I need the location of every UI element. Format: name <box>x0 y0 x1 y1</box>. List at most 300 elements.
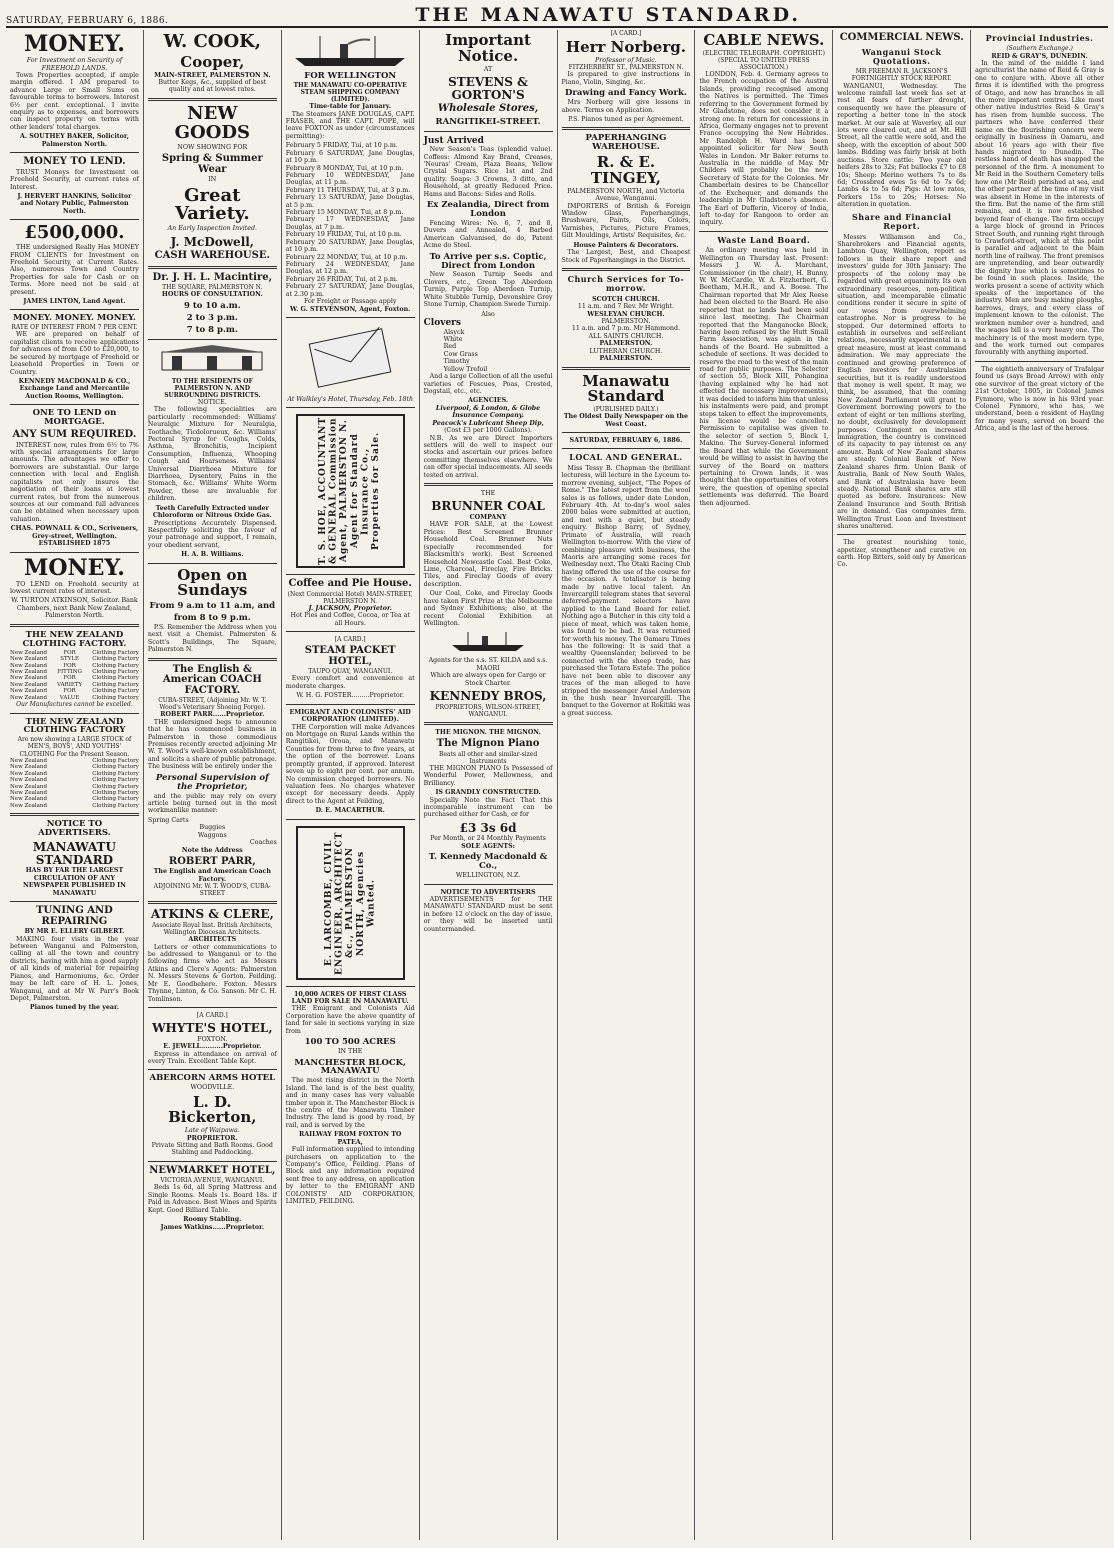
abercorn-body: Private Sitting and Bath Rooms. Good Stabling and Paddocking. <box>151 1142 273 1157</box>
share-body: Messrs Williamson and Co., Sharebrokers and Financial agents, Lambton Quay, Wellington, report as follows in their share report and investors' guide for 30th January: The prospects of the colony may be regarded with great equanimity. Its own extraordinary resources, non-political situation, and incomparable climatic conditions render it secure in spite of our woes from overwhelming catastrophe. Nor is progress to be stopped. Our determined efforts to establish in ourselves and self-reliant relations, necessarily experimental in a great measure, must at least command admiration. We may appreciate the continued and growing preference of English investors for Australasian securities, but it is readily understood that money is well spent. It may, we think, be assumed, that the coming New Zealand Parliament will grant to Government borrowing powers to the extent of eight or ten millions sterling, no doubt, exclusively for development purposes. Contingent on increased immigration, the country is convinced of its capacity to pay interest on any amount. Bank of New Zealand shares are steady. Colonial Bank of New Zealand shares firm. Union Bank of Australia, Bank of New South Wales, and Bank of Australasia have been steady. National Bank shares are still quoted as before. Insurances: New Zealand Insurance and South British are in demand. Gas companies firm. Wellington Trust Loan and Investment shares unaltered. <box>837 233 967 531</box>
coffee-heading: Coffee and Pie House. <box>288 578 412 590</box>
church-entry: PALMERSTON. <box>599 355 653 363</box>
clothing-row-left: New Zealand <box>10 669 47 675</box>
coach-item-2: Buggies <box>199 824 226 832</box>
divider <box>148 339 277 340</box>
doctor-time-1: 9 to 10 a.m. <box>183 300 241 311</box>
coal-the: THE <box>480 490 496 498</box>
schedule-entry: February 27 SATURDAY, Jane Douglas, at 2.30 p.m. <box>285 283 415 298</box>
clothing2-row-left: New Zealand <box>10 770 47 777</box>
column-6 <box>695 30 833 1540</box>
divider <box>286 704 415 705</box>
cook-sub: Cooper, <box>180 52 245 71</box>
tingey-address: PALMERSTON NORTH, and Victoria Avenue, Wanganui. <box>567 187 685 203</box>
dip-line: Peacock's Lubricant Sheep Dip, <box>432 419 544 427</box>
sundays-time-2: from 8 to 9 p.m. <box>173 613 251 624</box>
schedule-entry: February 10 WEDNESDAY, Jane Douglas, at 11 p.m. <box>285 171 415 187</box>
divider <box>424 131 553 132</box>
clover-more: And a large Collection of all the useful varieties of Fescues, Poas, Crested, Dogstail, etc., etc. <box>423 373 553 395</box>
divider <box>10 309 139 310</box>
church-entry: 11 a.m. and 7 p.m. Mr Hammond. <box>571 325 680 333</box>
quotations-heading: Wanganui Stock Quotations. <box>861 46 942 66</box>
coach-item-3: Waggons <box>197 831 227 839</box>
advertisers-heading: NOTICE TO ADVERTISERS <box>440 888 536 896</box>
money2-heading: MONEY. <box>23 554 125 581</box>
cable-heading: CABLE NEWS. <box>703 31 825 49</box>
clothing-row-left: New Zealand <box>10 688 47 695</box>
masthead-title: THE MANAWATU STANDARD. <box>415 4 802 26</box>
clothing-row-left: New Zealand <box>10 675 47 682</box>
coach-sign: ROBERT PARR, <box>168 855 256 867</box>
clothing-row-right: Clothing Factory <box>92 669 139 675</box>
atkins-heading: ATKINS & CLERE, <box>150 907 274 922</box>
coach-address: CUBA-STREET, (Adjoining Mr. W. T. Wood's Veterinary Shoeing Forge). <box>158 697 267 712</box>
clothing-list <box>10 650 139 702</box>
schedule-entry: February 22 MONDAY, Tui, at 10 p.m. <box>285 253 408 261</box>
schedule-entry: February 17 WEDNESDAY, Jane Douglas, at 7 p.m. <box>285 216 415 231</box>
envelope-icon <box>305 322 395 392</box>
money-sign: A. SOUTHEY BAKER, Solicitor, Palmerston North. <box>19 133 129 148</box>
herr-body: Is prepared to give instructions in Piano, Violin, Singing, &c. <box>561 71 691 86</box>
sundays-time-1: From 9 a.m to 11 a.m, and <box>149 601 276 612</box>
herr-address: FITZHERBERT ST., PALMERSTON N. <box>568 64 684 72</box>
ship-timetable: Time-table for January. <box>309 103 391 111</box>
newmarket-address: VICTORIA AVENUE, WANGANUI. <box>160 1177 265 1185</box>
lend-sign: J. HERVERT HANKINS, Solicitor and Notary Public, Palmerston North. <box>17 192 132 215</box>
steam-heading: STEAM PACKET HOTEL, <box>304 645 396 667</box>
clothing-row-right: Clothing Factory <box>92 649 139 656</box>
clothing-row-mid: FOR <box>63 675 76 682</box>
quotations-sub: MR FREEMAN R. JACKSON'S FORTNIGHTLY STOCK REPORT. <box>851 68 952 83</box>
clothing2-sub: Are now showing a LARGE STOCK of MEN'S, BOYS', AND YOUTHS' CLOTHING For the Present Season. <box>17 736 132 758</box>
important-street: RANGITIKEI-STREET. <box>435 116 541 127</box>
clothing2-row-left: New Zealand <box>10 777 47 784</box>
atkins-body: Letters or other communications to be addressed to Wanganui or to the following firms who act as Messrs Atkins and Clere's Agents: Palmerston N. Messrs Stevens & Gorton. Feilding. Mr E. Goodbehere. Foxton. Messrs Thynne, Linton, & Co. Sanson. Mr C. H. Tomlinson. <box>147 943 277 1003</box>
mignon-agents: SOLE AGENTS: <box>461 842 515 850</box>
acres-body-2: The most rising district in the North Island. The land is of the best quality, and in many cases has very valuable timber upon it. The Manchester Block is the centre of the Manawatu Timber Industry. The land is good by road, by rail, and is served by the <box>285 1077 415 1129</box>
divider <box>286 317 415 318</box>
church-entry: PALMERSTON. <box>599 340 653 348</box>
steamer-engraving <box>286 34 415 68</box>
divider <box>148 563 277 564</box>
cook-address: MAIN-STREET, PALMERSTON N. <box>154 71 271 79</box>
divider <box>148 1007 277 1008</box>
divider <box>148 658 277 661</box>
coptic-heading: To Arrive per s.s. Coptic, Direct from London <box>429 251 547 271</box>
whyte-place: FOXTON. <box>197 1035 228 1043</box>
goods-in: IN <box>208 176 217 184</box>
notice-body: HAS BY FAR THE LARGEST CIRCULATION OF ANY NEWSPAPER PUBLISHED IN MANAWATU <box>23 867 126 897</box>
larcombe-card-text: E. LARCOMBE, CIVIL ENGINEER, ARCHITECT &c., PALMERSTON NORTH, Agencies Wanted. <box>323 830 377 975</box>
tingey-heading: R. & E. TINGEY, <box>590 153 661 187</box>
acres-range: 100 TO 500 ACRES <box>304 1037 396 1048</box>
newmarket-body: Beds 1s 6d, all Spring Mattress and Single Rooms. Meals 1s. Board 18s. if Paid in Advance. Best Wines and Spirits Kept. Good Billiard Table. <box>147 1184 277 1214</box>
any-sum-sign: CHAS. POWNALL & CO., Scriveners, Grey-street, Wellington. ESTABLISHED 1875 <box>10 525 139 548</box>
house-painters: House Painters & Decorators. <box>573 241 679 249</box>
schedule-entry: February 11 THURSDAY, Tui, at 3 p.m. <box>285 186 411 194</box>
clothing-row-mid: FOR <box>63 649 76 656</box>
any-sum-heading: ANY SUM REQUIRED. <box>12 429 137 441</box>
clothing-row-right: Clothing Factory <box>92 662 139 669</box>
divider <box>699 231 828 232</box>
abercorn-owner: L. D. Bickerton, <box>168 1092 257 1127</box>
coach-item-4: Coaches <box>249 839 277 847</box>
divider <box>286 407 415 408</box>
acres-body: THE Emigrant and Colonists Aid Corporation have the above quantity of land for sale in sections varying in size from <box>285 1005 415 1035</box>
goods-invite: An Early Inspection Invited. <box>167 225 258 233</box>
schedule-entry: February 20 SATURDAY, Jane Douglas, at 10 p.m. <box>285 238 415 254</box>
divider <box>10 219 139 220</box>
zealandia-body: Fencing Wires: No. 6, 7, and 8, Duvers and Annealed, 4 Barbed American Galvanised, do do, Patent Acme do Steel. <box>423 219 553 250</box>
clover-item: Timothy <box>443 358 470 366</box>
newmarket-owner: James Watkins......Proprietor. <box>160 1223 265 1231</box>
column-8 <box>971 30 1108 1540</box>
goods-season: Spring & Summer Wear <box>161 153 263 175</box>
local-heading: LOCAL AND GENERAL. <box>569 452 683 463</box>
card-label: [A CARD.] <box>196 1012 228 1020</box>
divider <box>10 552 139 553</box>
lend-heading: MONEY TO LEND. <box>23 156 126 168</box>
whyte-owner: E. JEWELL..........Proprietor. <box>163 1043 262 1051</box>
clothing2-row-right: Clothing Factory <box>92 796 139 803</box>
clothing-row-left: New Zealand <box>10 681 47 688</box>
divider <box>148 1161 277 1162</box>
schedule-entry: February 8 MONDAY, Tui, at 10 p.m. <box>285 164 404 172</box>
goods-variety: Great Variety. <box>174 184 250 225</box>
money-body: Town Properties accepted, if ample margin offered. I AM prepared to advance Large or Small Sums on favourable terms to borrowers. Interest 6½ per cent. exceptional. I invite enquiry as to expenses, and borrowers can inspect property on terms with other lenders' total charges. <box>10 71 139 131</box>
church-entry: 11 a.m. and 7 Rev. Mr Wright. <box>577 303 675 311</box>
sundays-heading: Open on Sundays <box>177 565 248 600</box>
important-at: AT <box>483 65 493 73</box>
goods-show: NOW SHOWING FOR <box>177 143 248 151</box>
column-7 <box>833 30 971 1540</box>
hop-bitters-note: The greatest nourishing tonic, appetizer, strengthener and curative on earth. Hop Bitters, sold only by American Co. <box>837 539 967 568</box>
clothing2-row-right: Clothing Factory <box>92 783 139 790</box>
abercorn-prop: PROPRIETOR. <box>186 1134 238 1142</box>
ship-body: The Steamers JANE DOUGLAS, CAPT. FRASER, and THE CAPT. POPE, will leave FOXTON as under (circumstances permitting): <box>285 110 415 140</box>
clothing-row-right: Clothing Factory <box>92 688 139 695</box>
newmarket-heading: NEWMARKET HOTEL, <box>149 1164 276 1176</box>
sundays-body: P.S. Remember the Address when you next visit a Chemist. Palmerston & Scott's Buildings, The Square, Palmerston N. <box>147 624 277 654</box>
coal-body: HAVE FOR SALE, at the Lowest Prices: Best Screened Brunner Household Coal. Brunner Nuts (specially recommended for Blacksmith's work). Best Screened Household Newcastle Coal. Best Coke, Lime, Charcoal, Fireclay, Fire Bricks. Tiles, and Fireclay Goods of every description. <box>423 521 553 588</box>
church-entry: LUTHERAN CHURCH. <box>589 347 663 355</box>
divider <box>10 152 139 153</box>
clothing2-row-left: New Zealand <box>10 783 47 790</box>
clothing-row-mid: STYLE <box>60 656 79 663</box>
local-body: Miss Tessy B. Chapman the (brilliant lecturess, will lecture in the Lyceum to-morrow evening, subject, "The Popes of Rome." The latest report from the wool sales is as follows, under date London, February 4th. At to-day's wool sales 2000 bales were submitted at auction, and met with a quiet, but steady enquiry. Bishop Barry, of Sydney, Primate of Australia, will reach Wellington to-morrow. With the view of combining pleasure with business, the Maoris are arranging some races for Wednesday next. The Otaki Racing Club having offered the use of the course for the occasion. A totalisator is being made by native local talent. An Invercargill telegram states that several deferred-payment selectors have applied to the Land Board for relief. Nothing ago a Butcher in this city told a piece of meat, which was taken home, was found to be bad. It was returned for worth his money. The Oamaru Times has the following: It is said that a wealthy Queenslander, believed to be connected with the sheep trade, has purchased the Totara Estate. The police have not been able to discover any traces of the man alleged to have stripped the messenger Ansel Anderson in the bush near Invercargill. The banquet to the Governor at Rokitiki was a great success. <box>561 464 691 717</box>
whyte-body: Express in attendance on arrival of every Train. Excellent Table Kept. <box>147 1050 277 1065</box>
atkins-sub: Associate Royal Inst. British Architects, Wellington Diocesan Architects. <box>151 922 273 937</box>
column-2 <box>144 30 282 1540</box>
abercorn-place: WOODVILLE. <box>190 1084 235 1092</box>
coptic-body: New Season Turnip Seeds and Clovers, etc., Green Top Aberdeen Turnip, Purple Top Aberdeen Turnip, White Stubble Turnip, Devonshire Grey Stone Turnip, Champion Swede Turnip. <box>423 271 553 309</box>
clothing-row-mid: FOR <box>63 662 76 669</box>
important-firm: STEVENS & GORTON'S <box>448 74 528 102</box>
tuning-by: BY MR E. ELLERY GILBERT. <box>24 928 125 936</box>
mignon-sub: Beats all other and similar-sized Instruments <box>438 750 538 765</box>
clothing-heading: THE NEW ZEALAND CLOTHING FACTORY. <box>22 629 127 649</box>
paper-heading: PAPERHANGING WAREHOUSE. <box>585 133 667 153</box>
coffee-body: Hot Pies and Coffee, Cocoa, or Tea at all Hours. <box>290 612 410 627</box>
important-heading: Important Notice. <box>445 31 531 65</box>
coffee-owner: J. JACKSON, Proprietor. <box>308 605 392 613</box>
church-list <box>562 296 691 363</box>
steam-address: TAUPO QUAY, WANGANUI. <box>308 668 393 676</box>
mortgage-heading: ONE TO LEND on MORTGAGE. <box>32 408 117 428</box>
mignon-city: WELLINGTON, N.Z. <box>455 872 521 880</box>
mmm-sub: RATE OF INTEREST FROM 7 PER CENT. <box>11 324 138 332</box>
clothing-row-left: New Zealand <box>10 662 47 669</box>
coach-body-2: and the public may rely on every article being turned out in the most workmanlike manner: <box>147 792 277 815</box>
divider <box>148 98 277 101</box>
kennedy-heading: KENNEDY BROS, <box>429 689 547 704</box>
coach-heading: The English & American COACH FACTORY. <box>162 663 262 696</box>
emigrant-body: THE Corporation will make Advances on Mortgage on Rural Lands within the Rangitikei, Oroua, and Manawatu Counties for from three to five years, at the option of the borrower. Loans promptly granted, if approved. Interest seven up to eight per cent. per annum. No commission charged borrowers. No valuation fees. No charges whatever except for necessary deeds. Apply direct to the Agent at Feilding, <box>285 723 415 805</box>
clothing2-row-right: Clothing Factory <box>92 770 139 777</box>
commercial-heading: COMMERCIAL NEWS. <box>839 32 964 43</box>
clothing2-row-left: New Zealand <box>10 757 47 764</box>
dip-cost: (Cost £3 per 1000 Gallons). <box>444 427 533 435</box>
ship-schedule <box>286 142 415 298</box>
hoe-card <box>296 414 405 568</box>
money-heading: MONEY. <box>23 31 125 57</box>
schedule-entry: February 19 FRIDAY, Tui, at 10 p.m. <box>285 231 402 239</box>
clothing2-row-right: Clothing Factory <box>92 757 139 764</box>
reid-body: In the mind of the middle I land agriculturist the name of Reid & Gray is one to conjure with. Above all other firms it is identified with the progress of Otago, and now has branches in all the more important centres. Like most other native industries Reid & Gray's has risen from humble success. The partners who have conferred their name on the flourishing concern were originally in business in Oamaru, and about 16 years ago with their five hands migrated to Dunedin. The restless hand of death has snapped the personnel of the firm. A monument to Mr Reid in the Southern Cemetery tells how one (Mr Reid) perished at sea, and the other partner at the time of my visit was absent in Home in the interests of the firm. But the name of the firm still remains, and it is now established beyond fear of change. The firm occupy a large block of ground in Princes Street South, and running right through to Crawford-street, which at this point is parallel and adjacent to the Main north line of railway. The front premises are unpretending, and bear outwardly the dignity hue which is sometimes to be found in such places. Inside, the works present a scene of activity which speaks of the importance of the industry. Men are busy making ploughs, harrows, drays, and every class of implement known to the colonist. The workmen number over a hundred, and the wages bill is a very heavy one. The machinery is of the most modern type, and the work turned out compares favourably with anything imported. <box>975 59 1105 357</box>
acres-body-3: Full information supplied to intending purchasers on application to the Company's Office, Feilding. Plans of Block and any information required sent free to any address, on application by letter to the EMIGRANT AND COLONISTS' AID CORPORATION, LIMITED, FEILDING. <box>285 1146 415 1206</box>
divider <box>10 713 139 714</box>
provincial-sub: (Southern Exchange.) <box>1006 45 1073 53</box>
church-entry: SCOTCH CHURCH. <box>592 295 660 303</box>
pharmacy-illustration-icon <box>157 344 267 374</box>
clothing-note: Our Manufactures cannot be excelled. <box>16 701 133 709</box>
clothing-row-right: Clothing Factory <box>92 675 139 682</box>
column-5 <box>558 30 696 1540</box>
share-heading: Share and Financial Report. <box>851 211 952 232</box>
hoe-card-text: T. S. HOE, ACCOUNTANT & GENERAL Commission Agent, PALMERSTON N. Agent for Standard Insurance Co., Properties for Sale. <box>318 417 382 566</box>
columns <box>6 30 1108 1540</box>
cable-sub: (ELECTRIC TELEGRAPH. COPYRIGHT.) (SPECIAL TO UNITED PRESS ASSOCIATION.) <box>702 49 825 71</box>
clover-item: Red <box>443 343 457 351</box>
abercorn-late: Late of Waipawa. <box>184 1127 240 1135</box>
coach-sign-2: The English and American Coach Factory. <box>153 868 271 883</box>
divider <box>10 624 139 627</box>
money2-body: TO LEND on Freehold security at lowest current rates of interest. <box>10 580 139 596</box>
nb-note: N.B. As we are Direct Importers settlers will do well to inspect our stocks and ascertain our prices before committing themselves elsewhere. We can offer special inducements. All seeds tested on arrival. <box>423 434 553 479</box>
coal-agents: Agents for the s.s. ST. KILDA and s.s. MAORI <box>428 657 548 672</box>
emigrant-heading: EMIGRANT AND COLONISTS' AID CORPORATION (LIMITED). <box>289 708 411 724</box>
chemist-sign: H. A. B. Williams. <box>181 551 244 559</box>
zealandia-heading: Ex Zealandia, Direct from London <box>426 200 550 220</box>
schedule-entry: February 13 SATURDAY, Jane Douglas, at 5 p.m. <box>285 194 415 209</box>
divider <box>562 367 691 370</box>
doctor-hours: HOURS OF CONSULTATION. <box>161 291 263 299</box>
herr-sub: Professor of Music. <box>595 56 657 64</box>
clients-sign: JAMES LINTON, Land Agent. <box>23 298 126 306</box>
divider <box>286 631 415 632</box>
coal-company: COMPANY <box>469 514 507 522</box>
insurance-line: Liverpool, & London, & Globe Insurance Company. <box>435 404 541 420</box>
mignon-piano: The Mignon Piano <box>436 738 540 750</box>
mignon-terms: Per Month, or 24 Monthly Payments <box>430 835 546 843</box>
goods-owner: J. McDowell, <box>170 234 254 249</box>
doctor-time-3: 7 to 8 p.m. <box>186 324 238 335</box>
clover-item: Yellow Trefoil <box>443 365 488 373</box>
ship-icon <box>448 631 528 653</box>
important-stores: Wholesale Stores, <box>437 103 539 115</box>
teeth-line: Teeth Carefully Extracted under Chloroform or Nitrous Oxide Gas. <box>152 504 272 520</box>
steam-body: Every comfort and convenience at moderate charges. <box>285 675 415 690</box>
mignon-heading: THE MIGNON. THE MIGNON. <box>435 728 541 736</box>
goods-shop: CASH WAREHOUSE. <box>154 250 270 262</box>
steam-owner: W. H. G. FOSTER.........Proprietor. <box>296 692 404 700</box>
clothing2-row-right: Clothing Factory <box>92 802 139 809</box>
acres-block: MANCHESTER BLOCK, MANAWATU <box>294 1057 407 1077</box>
coach-sign-3: ADJOINING Mr. W. T. WOOD'S, CUBA-STREET <box>153 883 271 898</box>
divider <box>562 448 691 449</box>
coach-owner: ROBERT PARR......Proprietor. <box>160 711 265 719</box>
larcombe-card <box>296 826 405 980</box>
date-line: SATURDAY, FEBRUARY 6, 1886. <box>569 437 683 445</box>
divider <box>975 361 1104 362</box>
steamship-icon <box>290 34 410 68</box>
church-entry: ALL SAINTS CHURCH. <box>588 332 664 340</box>
coal-cargo: Which are always open for Cargo or Stock Charter. <box>430 672 546 687</box>
divider <box>148 1069 277 1070</box>
coach-note: Note the Address <box>181 846 243 854</box>
clothing2-row-left: New Zealand <box>10 790 47 796</box>
clothing-row-right: Clothing Factory <box>92 694 139 701</box>
schedule-entry: February 15 MONDAY, Tui, at 8 p.m. <box>285 209 404 217</box>
money-sub: For Investment on Security of FREEHOLD LANDS. <box>26 57 123 72</box>
lend-body: TRUST Moneys for Investment on Freehold Security, at current rates of Interest. <box>10 168 139 191</box>
clover-list <box>424 329 553 374</box>
divider <box>424 722 553 725</box>
coach-item-1: Spring Carts <box>147 816 189 824</box>
envelope-engraving <box>286 322 415 392</box>
cook-body: Butter Kegs, &c., supplied of best quality and at lowest rates. <box>158 79 267 94</box>
clothing2-row-left: New Zealand <box>10 802 47 809</box>
clothing2-row-right: Clothing Factory <box>92 777 139 784</box>
mignon-body: THE MIGNON PIANO Is Possessed of Wonderful Power, Mellowness, and Brilliancy. <box>423 764 553 787</box>
ship-company: THE MANAWATU CO-OPERATIVE STEAM SHIPPING COMPANY (LIMITED). <box>293 81 407 104</box>
schedule-entry: February 6 SATURDAY, Jane Douglas, at 10 p.m. <box>285 149 415 165</box>
cable-body: LONDON, Feb. 4. Germany agrees to the French occupation of the Austral Islands, providing recognised among the Natives is permitted. The Times referring to the Government formed by Mr Gladstone, does not consider it a strong one. In return for concessions in Africa, Germany engages not to prevent France occupying the New Hebrides. Mr Randolph H. Ward has been appointed solicitor for New South Wales in London. Mr Baker returns to Australia in the middle of May. Mr Childers will probably be the new Secretary of State for the Colonies. Mr Chamberlain desires to be Chancellor of the Exchequer, and demands the leadership in Mr Gladstone's absence. The Earl of Dufferin, Viceroy of India, left to-day for Rangoon to order an inquiry. <box>699 70 829 227</box>
schedule-entry: February 24 WEDNESDAY, Jane Douglas, at 12 p.m. <box>285 261 415 276</box>
arrived-heading: Just Arrived <box>423 135 484 146</box>
divider <box>562 268 691 271</box>
clothing2-row-left: New Zealand <box>10 764 47 771</box>
masthead-date: SATURDAY, FEBRUARY 6, 1886. <box>6 16 169 26</box>
clients-body: THE undersigned Really Has MONEY FROM CLIENTS for Investment on Freehold Security, at Current Rates. Also, numerous Town and Country Properties for sale for Cash or on Terms. More need not be said at present. <box>10 244 139 296</box>
coal-heading: BRUNNER COAL <box>431 499 545 514</box>
money2-sign: W. TURTON ATKINSON, Solicitor. Bank Chambers, next Bank New Zealand, Palmerston North. <box>11 597 138 620</box>
standard-daily: (PUBLISHED DAILY.) <box>593 406 659 414</box>
clover-item: White <box>443 336 463 344</box>
ship-heading: FOR WELLINGTON <box>304 71 397 81</box>
divider <box>424 884 553 885</box>
notice-title: MANAWATU STANDARD <box>32 840 116 867</box>
doctor-heading: Dr. J. H. L. Macintire, <box>152 271 273 283</box>
chemist-heading: TO THE RESIDENTS OF PALMERSTON N. AND SURROUNDING DISTRICTS. <box>164 377 261 399</box>
tingey-body: IMPORTERS of British & Foreign Window Glass, Paperhangings, Brushware, Paints, Oils, Colors, Varnishes, Pictures, Picture Frames, Gilt Mouldings, Artists' Requisites, &c. <box>561 202 691 240</box>
mmm-sign: KENNEDY MACDONALD & CO., Exchange Land and Mercantile Auction Rooms, Wellington. <box>18 377 131 400</box>
clovers-heading: Clovers <box>423 318 461 328</box>
coach-body: THE undersigned begs to announce that he has commenced business in Palmerston in those commodious Premises recently erected adjoining Mr W. T. Wood's well-known establishment, and solicits a share of public patronage. The business will be entirely under the <box>147 718 277 771</box>
any-sum-body: INTEREST now, rules from 6½ to 7% with special arrangements for large amounts. The advantages we offer to borrowers are substantial. Our large connection with local and English capitalists not only insures the negotiation of their loans at lowest current rates, but from the numerous sources at our command full advances can be obtained when necessary upon valuation. <box>10 441 139 523</box>
coal-ship-engraving <box>424 631 553 653</box>
tuning-footer: Pianos tuned by the year. <box>29 1004 119 1012</box>
clothing-row-mid: VALUE <box>59 694 80 701</box>
clothing2-row-right: Clothing Factory <box>92 764 139 771</box>
divider <box>148 266 277 269</box>
acres-in: IN THE <box>338 1048 363 1056</box>
clothing-row-left: New Zealand <box>10 649 47 656</box>
mignon-built: IS GRANDLY CONSTRUCTED. <box>435 789 541 797</box>
masthead <box>6 4 1108 28</box>
clover-item: Cow Grass <box>443 350 478 358</box>
acres-heading: 10,000 ACRES OF FIRST CLASS LAND FOR SALE IN MANAWATU. <box>291 990 409 1006</box>
also-label: Also <box>481 310 495 318</box>
church-entry: PALMERSTON. <box>601 318 651 326</box>
column-3 <box>282 30 420 1540</box>
mignon-price: £3 3s 6d <box>459 820 517 835</box>
divider <box>10 813 139 816</box>
ship-freight: For Freight or Passage apply <box>303 298 397 306</box>
chemist-body: The following specialities are particularly recommended: Williams' Neuralgic Mixture for Neuralgia, Toothache, Ticdolorueux, &c. Williams' Pectoral Syrup for Coughs, Colds, Asthma, Bronchitis, Incipient Consumption, Influenza, Whooping Cough and Hoarseness. Williams' Universal Diarrhoea Mixture for Diarrhoea, Dysentery, Pains in the Stomach, &c. Williams' White Worm Powder, these are invaluable for children. <box>147 406 277 503</box>
schedule-entry: February 26 FRIDAY, Tui, at 2 p.m. <box>285 275 398 283</box>
clothing-row-right: Clothing Factory <box>92 656 139 663</box>
mignon-price-head: Specially Note the Fact That this incomparable instrument can be purchased either for Cash, or for <box>423 796 553 819</box>
card-label: [A CARD.] <box>610 30 642 37</box>
norberg-body: Mrs Norberg will give lessons in above. Terms on Application. <box>561 99 691 114</box>
reid-heading: REID & GRAY'S, DUNEDIN. <box>991 52 1088 60</box>
schedule-entry: February 5 FRIDAY, Tui, at 10 p.m. <box>285 142 398 150</box>
coffee-sub: (Next Commercial Hotel) MAIN-STREET, PALMERSTON N. <box>287 590 413 605</box>
divider <box>562 127 691 130</box>
mmm-body: WE are prepared on behalf of capitalist clients to receive applications for advances of from £50 to £20,000, to be secured by mortgage of Freehold or Leasehold Properties in Town or Country. <box>10 331 139 376</box>
standard-sub: The Oldest Daily Newspaper on the West Coast. <box>563 413 689 428</box>
clothing-list-2 <box>10 758 139 810</box>
divider <box>562 432 691 433</box>
newmarket-stable: Roomy Stabling. <box>183 1216 242 1224</box>
quotations-body: WANGANUI, Wednesday. The welcome rainfall last week has set at rest all fears of further drought, consequently we have the pleasure of reporting a better tone in the stock market. At our sale at Waverley, all our lots were cleared out, and at Mt. Hill Street, all the cattle were sold, and the sheep, with the exception of about 500 lambs. Bidding was fairly brisk at both auctions. Store cattle: Two year old heifers 28s to 32s; Fat bullocks £7 to £8 10s; Sheep: Merino wethers 7s to 8s 6d; Crossbred ewes 5s 6d to 7s 6d; Lambs 4s to 5s 6d; Pigs: At low rates, Porkers 15s to 20s; Horses: No alteration in quotation. <box>837 82 967 209</box>
church-entry: WESLEYAN CHURCH. <box>587 310 665 318</box>
drawing-heading: Drawing and Fancy Work. <box>565 88 687 99</box>
divider <box>10 901 139 902</box>
divider <box>286 986 415 987</box>
big-sum: £500,000. <box>24 222 125 244</box>
prescriptions: Prescriptions Accurately Dispensed. Respectfully soliciting the favour of your patronage and support, I remain, your obedient servant, <box>147 519 277 549</box>
advertisers-body: ADVERTISEMENTS for THE MANAWATU STANDARD must be sent in before 12 o'clock on the day of issue, or they will be inserted until countermanded. <box>423 895 553 933</box>
clothing-row-left: New Zealand <box>10 694 47 701</box>
walkley-note: At Walkley's Hotel, Thursday, Feb. 18th <box>287 395 414 403</box>
acres-rail: RAILWAY FROM FOXTON TO PATEA, <box>299 1131 402 1146</box>
waste-heading: Waste Land Board. <box>717 234 811 245</box>
divider <box>286 819 415 820</box>
mignon-firm: T. Kennedy Macdonald & Co., <box>428 852 548 872</box>
pharmacy-engraving <box>148 344 277 374</box>
column-1 <box>6 30 144 1540</box>
tingey-body-2: The Largest, Best, and Cheapest Stock of Paperhangings in the District. <box>561 249 691 264</box>
clothing2-row-left: New Zealand <box>10 796 47 803</box>
divider <box>148 901 277 904</box>
clothing2-row <box>10 803 139 809</box>
provincial-heading: Provincial Industries. <box>985 33 1094 43</box>
column-4 <box>420 30 558 1540</box>
waste-body: An ordinary meeting was held in Wellington on Thursday last. Present: Messrs J. W. A. Marchant, Commissioner (in the chair), H. Bunny, W. W. McCardle, W. A. Fitzherbert, G. Beetham, M.H.R., and A. Boese. The Chairman reported that Mr Alex Reese had been elected to the Board. He also reported that no lands had been sold since last meeting. The Chairman reported that the Manganocke Block, having been refused by the Hutt Small Farm Association, was again in the hands of the Board. He submitted a schedule of sections. It was decided to reserve the road to the west of the main road for public purposes. The Selector of section 55, Block XIII, Pohangina (having explained why he had not effected the necessary improvements), it was decided to inform him that unless his instalments were paid, and prompt steps taken to effect the improvements, his license would be cancelled. Permission to capitalise was given to the selector of section 5, Block I, Makino. The Survey-General informed the Board that while the Government would be willing to assist in having the survey of the Board on matters pertaining to Crown lands, it was thought that the opportunities of voters were, the question of opening special settlements was deferred. The Board then adjourned. <box>699 247 829 507</box>
clothing2-row-right: Clothing Factory <box>92 790 139 796</box>
